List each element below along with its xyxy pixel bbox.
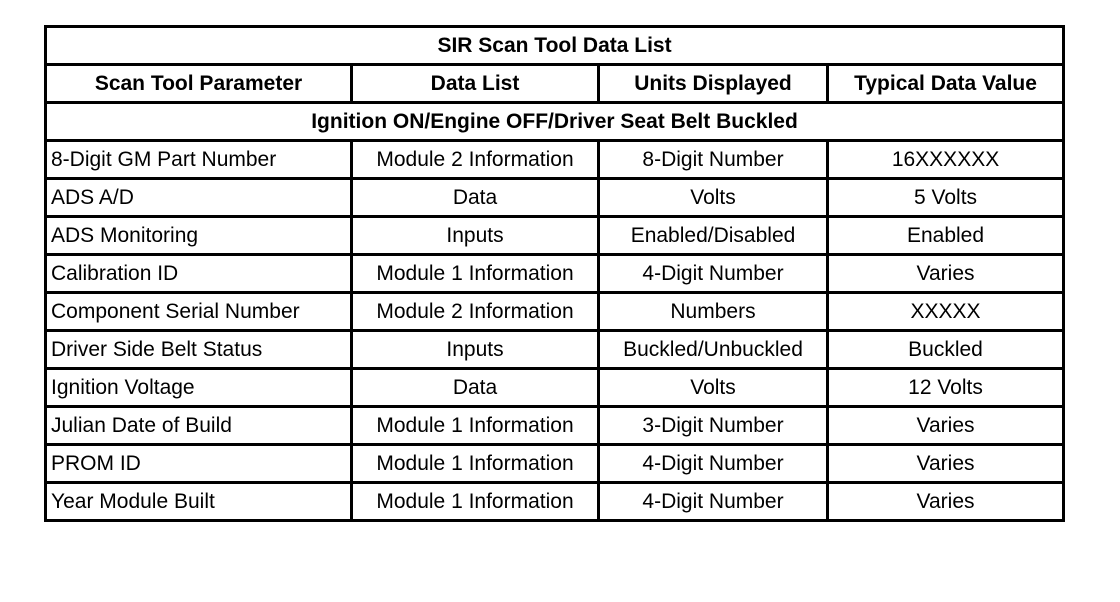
cell-units: Volts	[599, 369, 828, 407]
cell-typical-value: Varies	[828, 483, 1064, 521]
cell-typical-value: Enabled	[828, 217, 1064, 255]
table-row	[46, 179, 1064, 217]
cell-units: 3-Digit Number	[599, 407, 828, 445]
table-row	[46, 141, 1064, 179]
header-data-list: Data List	[352, 65, 599, 103]
table-title-row	[46, 27, 1064, 65]
cell-typical-value: 5 Volts	[828, 179, 1064, 217]
cell-units: 4-Digit Number	[599, 445, 828, 483]
cell-data-list: Inputs	[352, 217, 599, 255]
header-scan-tool-parameter: Scan Tool Parameter	[46, 65, 352, 103]
cell-data-list: Module 1 Information	[352, 483, 599, 521]
cell-typical-value: Varies	[828, 445, 1064, 483]
cell-units: 8-Digit Number	[599, 141, 828, 179]
cell-parameter: ADS A/D	[46, 179, 352, 217]
cell-typical-value: Varies	[828, 255, 1064, 293]
cell-parameter: Driver Side Belt Status	[46, 331, 352, 369]
cell-typical-value: XXXXX	[828, 293, 1064, 331]
cell-data-list: Module 1 Information	[352, 445, 599, 483]
cell-data-list: Inputs	[352, 331, 599, 369]
header-typical-data-value: Typical Data Value	[828, 65, 1064, 103]
cell-data-list: Module 2 Information	[352, 293, 599, 331]
header-row	[46, 65, 1064, 103]
cell-parameter: Ignition Voltage	[46, 369, 352, 407]
table-row	[46, 255, 1064, 293]
table-row	[46, 217, 1064, 255]
table-body	[46, 141, 1064, 521]
cell-parameter: 8-Digit GM Part Number	[46, 141, 352, 179]
cell-typical-value: 16XXXXXX	[828, 141, 1064, 179]
section-title-row	[46, 103, 1064, 141]
cell-units: 4-Digit Number	[599, 483, 828, 521]
table-row	[46, 293, 1064, 331]
cell-data-list: Module 1 Information	[352, 255, 599, 293]
cell-units: 4-Digit Number	[599, 255, 828, 293]
table-title: SIR Scan Tool Data List	[46, 27, 1064, 65]
header-units-displayed: Units Displayed	[599, 65, 828, 103]
table-row	[46, 331, 1064, 369]
table-row	[46, 445, 1064, 483]
table-row	[46, 369, 1064, 407]
cell-units: Numbers	[599, 293, 828, 331]
cell-data-list: Data	[352, 369, 599, 407]
cell-parameter: Calibration ID	[46, 255, 352, 293]
cell-typical-value: 12 Volts	[828, 369, 1064, 407]
cell-data-list: Module 2 Information	[352, 141, 599, 179]
sir-data-table	[44, 25, 1065, 522]
table-row	[46, 483, 1064, 521]
cell-typical-value: Buckled	[828, 331, 1064, 369]
cell-units: Buckled/Unbuckled	[599, 331, 828, 369]
cell-units: Enabled/Disabled	[599, 217, 828, 255]
table-row	[46, 407, 1064, 445]
cell-units: Volts	[599, 179, 828, 217]
cell-typical-value: Varies	[828, 407, 1064, 445]
cell-data-list: Data	[352, 179, 599, 217]
cell-parameter: PROM ID	[46, 445, 352, 483]
cell-data-list: Module 1 Information	[352, 407, 599, 445]
section-title: Ignition ON/Engine OFF/Driver Seat Belt Buckled	[46, 103, 1064, 141]
cell-parameter: Component Serial Number	[46, 293, 352, 331]
cell-parameter: Year Module Built	[46, 483, 352, 521]
cell-parameter: Julian Date of Build	[46, 407, 352, 445]
cell-parameter: ADS Monitoring	[46, 217, 352, 255]
